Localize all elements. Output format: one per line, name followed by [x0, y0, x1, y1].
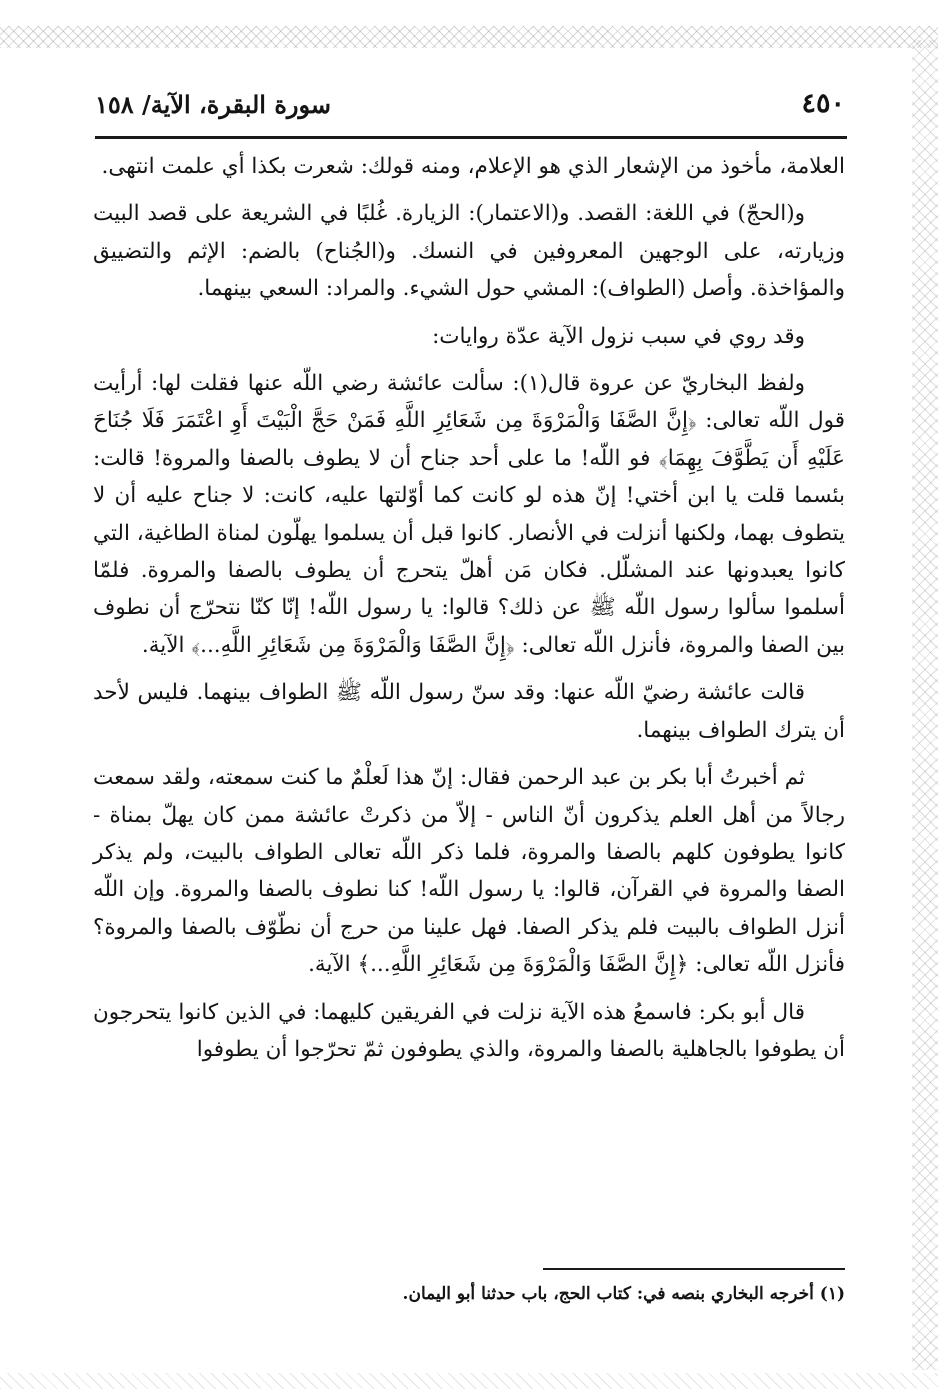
paragraph-narrations-intro: وقد روي في سبب نزول الآية عدّة روايات:: [432, 323, 805, 349]
paragraph-continuation: العلامة، مأخوذ من الإشعار الذي هو الإعلام، ومنه قولك: شعرت بكذا أي علمت انتهى.: [101, 154, 845, 179]
paragraph-bukhari-narration: ولفظ البخاريّ عن عروة قال(١): سألت عائشة رضي اللّه عنها فقلت لها: أرأيت قول اللّه تعالى: ﴿إِنَّ الصَّفَا وَالْمَرْوَةَ مِن شَعَائِرِ اللَّهِ فَمَنْ حَجَّ الْبَيْتَ أَوِ اعْتَمَرَ فَلَا جُنَاحَ عَلَيْهِ أَن يَطَّوَّفَ بِهِمَا﴾ فو اللّه! ما على أحد جناح أن لا يطوف بالصفا والمروة! قالت: بئسما قلت يا ابن أختي! إنّ هذه لو كانت كما أوّلتها عليه، كانت: لا جناح عليه أن لا يتطوف بهما، ولكنها أنزلت في الأنصار. كانوا قبل أن يسلموا يهلّون لمناة الطاغية، التي كانوا يعبدونها عند المشلّل. فكان مَن أهلّ يتحرج أن يطوف بالصفا والمروة. فلمّا أسلموا سألوا رسول اللّه ﷺ عن ذلك؟ قالوا: يا رسول اللّه! إنّا كنّا نتحرّج أن نطوف بين الصفا والمروة، فأنزل اللّه تعالى: ﴿إِنَّ الصَّفَا وَالْمَرْوَةَ مِن شَعَائِرِ اللَّهِ...﴾ الآية.: [93, 371, 845, 658]
paragraph-aisha-statement: قالت عائشة رضيّ اللّه عنها: وقد سنّ رسول اللّه ﷺ الطواف بينهما. فليس لأحد أن يترك الطواف بينهما.: [93, 680, 845, 743]
ornamental-top-border: [0, 26, 938, 48]
paragraph-definitions: و(الحجّ) في اللغة: القصد. و(الاعتمار): الزيارة. غُلبًا في الشريعة على قصد البيت وزيارته، على الوجهين المعروفين في النسك. و(الجُناح) بالضم: الإثم والتضييق والمؤاخذة. وأصل (الطواف): المشي حول الشيء. والمراد: السعي بينهما.: [93, 201, 845, 302]
page-header: [95, 88, 845, 128]
header-rule: [95, 136, 847, 139]
ornamental-side-border: [912, 40, 938, 1370]
paragraph-abu-bakr-report: ثم أخبرتُ أبا بكر بن عبد الرحمن فقال: إنّ هذا لَعلْمٌ ما كنت سمعته، ولقد سمعت رجالاً من أهل العلم يذكرون أنّ الناس - إلاّ من ذكرتْ عائشة ممن كان يهلّ بمناة - كانوا يطوفون كلهم بالصفا والمروة، فلما ذكر اللّه تعالى الطواف بالبيت، ولم يذكر الصفا والمروة في القرآن، قالوا: يا رسول اللّه! كنا نطوف بالصفا والمروة. وإن اللّه أنزل الطواف بالبيت فلم يذكر الصفا. فهل علينا من حرج أن نطّوّف بالصفا والمروة؟ فأنزل اللّه تعالى: ﴿إِنَّ الصَّفَا وَالْمَرْوَةَ مِن شَعَائِرِ اللَّهِ...﴾ الآية.: [93, 765, 845, 978]
footnote: (١) أخرجه البخاري بنصه في: كتاب الحج، باب حدثنا أبو اليمان.: [402, 1284, 845, 1304]
page-number: ٤٥٠: [801, 88, 845, 119]
running-title: سورة البقرة، الآية/ ١٥٨: [95, 90, 332, 119]
paragraph-abu-bakr-conclusion: قال أبو بكر: فاسمعُ هذه الآية نزلت في الفريقين كليهما: في الذين كانوا يتحرجون أن يطوفوا بالجاهلية بالصفا والمروة، والذي يطوفون ثمّ تحرّجوا أن يطوفوا: [93, 999, 845, 1062]
footnote-rule: [543, 1268, 845, 1270]
ornamental-bottom-border: [0, 1373, 938, 1389]
page-body: [93, 148, 845, 1078]
